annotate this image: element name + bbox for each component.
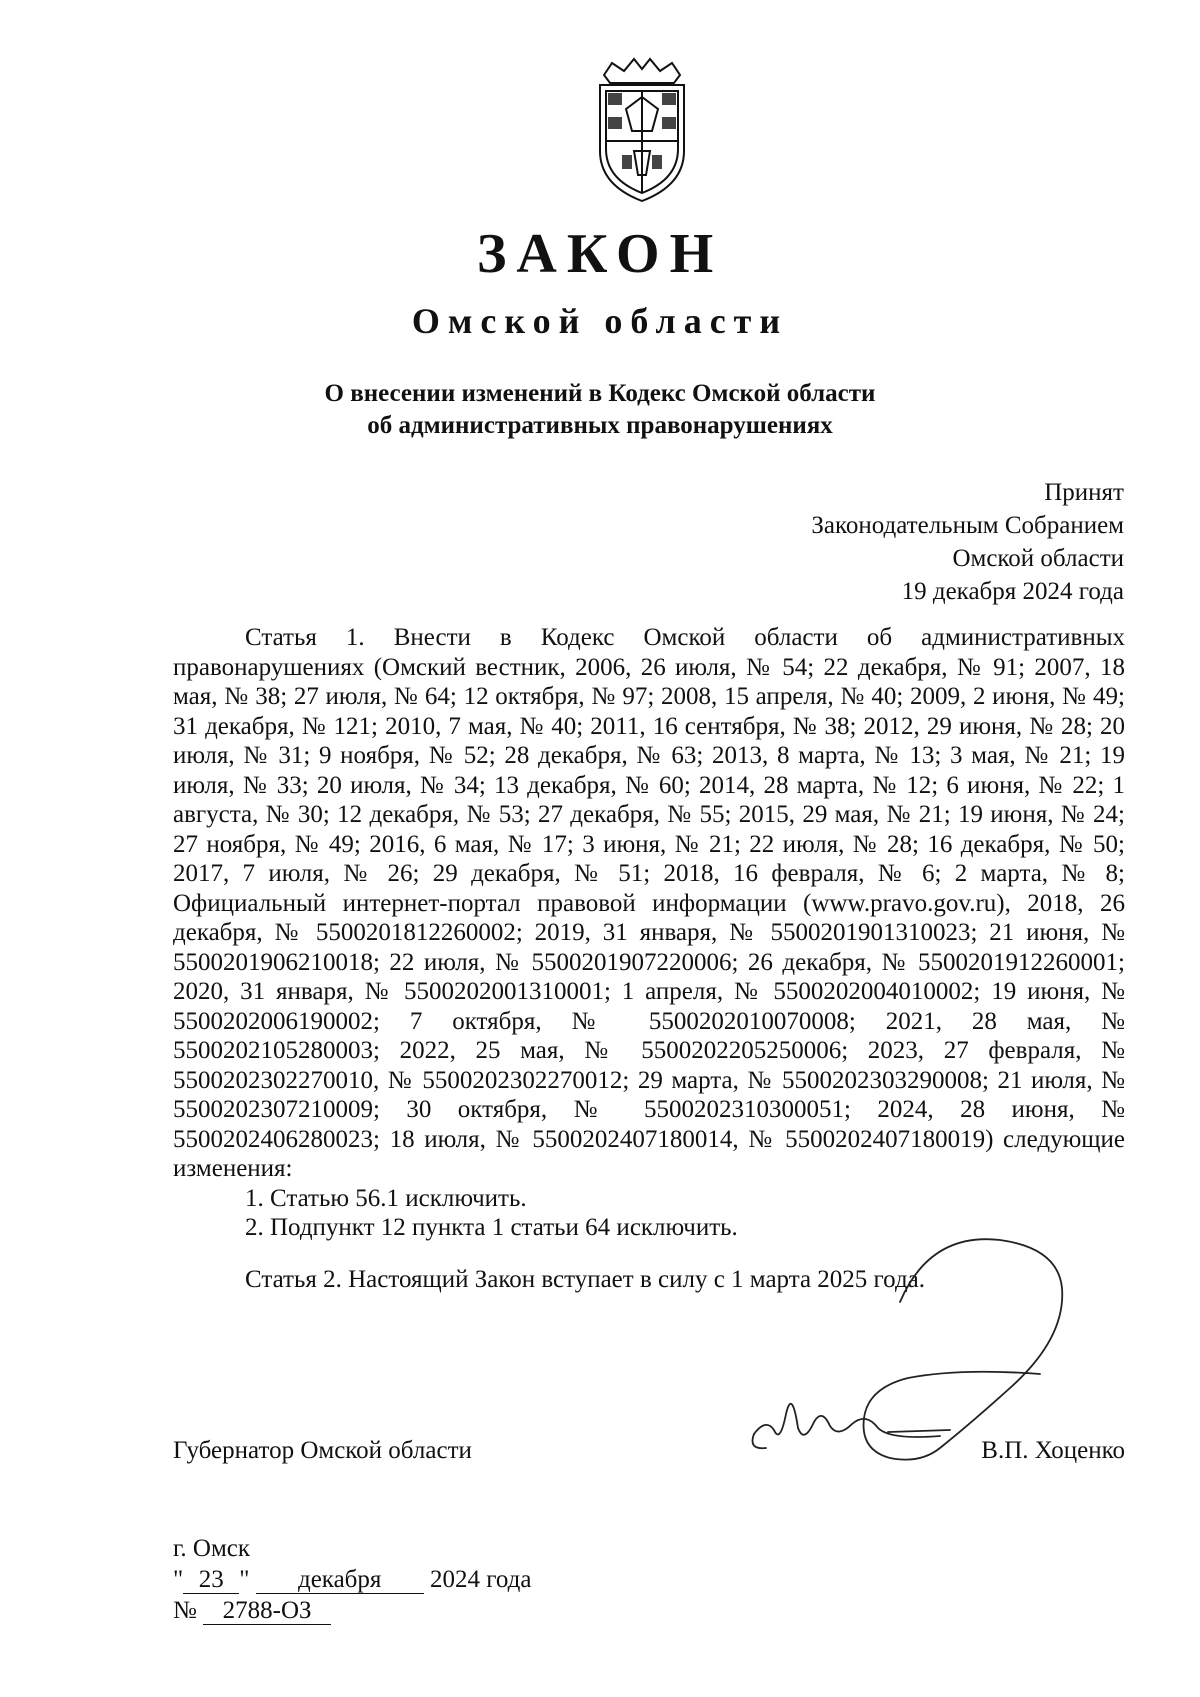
quote-open: " (173, 1566, 184, 1593)
article-2: Статья 2. Настоящий Закон вступает в силу с 1 марта 2025 года. (245, 1265, 926, 1293)
governor-name: В.П. Хоценко (981, 1437, 1125, 1464)
city: г. Омск (173, 1535, 251, 1562)
adoption-block (524, 476, 1124, 608)
subject-line-1: О внесении изменений в Кодекс Омской области (324, 380, 876, 407)
quote-close: " (239, 1566, 250, 1593)
signing-day: 23 (183, 1567, 239, 1594)
governor-title: Губернатор Омской области (173, 1437, 472, 1464)
subject-line-2: об административных правонарушениях (367, 412, 833, 439)
coat-of-arms-emblem (582, 55, 702, 205)
signing-date (173, 1564, 531, 1595)
signing-year: 2024 года (429, 1566, 532, 1593)
document-title: ЗАКОН (476, 223, 724, 285)
adoption-line-2: Законодательным Собранием (811, 512, 1124, 539)
signing-month: декабря (256, 1567, 424, 1594)
handwritten-signature (740, 1218, 1160, 1468)
document-footer (173, 1533, 531, 1626)
number-sign: № (173, 1597, 197, 1624)
adoption-line-3: Омской области (952, 545, 1124, 572)
document-subtitle: Омской области (411, 301, 789, 341)
adoption-date: 19 декабря 2024 года (901, 578, 1124, 605)
article-1-item-1: 1. Статью 56.1 исключить. (245, 1184, 527, 1212)
law-number (173, 1595, 531, 1626)
law-subject (0, 378, 1200, 442)
law-number-value: 2788-ОЗ (203, 1598, 331, 1625)
article-1-item-2: 2. Подпункт 12 пункта 1 статьи 64 исключить. (245, 1214, 738, 1241)
law-body (173, 623, 1125, 1294)
adoption-line-1: Принят (1044, 479, 1124, 506)
article-1: Статья 1. Внести в Кодекс Омской области об административных правонарушениях (Омский вестник, 2006, 26 июля, № 54; 22 декабря, № 91; 2007, 18 мая, № 38; 27 июля, № 64; 12 октября, № 97; 2008, 15 апреля, № 40; 2009, 2 июня, № 49; 31 декабря, № 121; 2010, 7 мая, № 40; 2011, 16 сентября, № 38; 2012, 29 июня, № 28; 20 июля, № 31; 9 ноября, № 52; 28 декабря, № 63; 2013, 8 марта, № 13; 3 мая, № 21; 19 июля, № 33; 20 июля, № 34; 13 декабря, № 60; 2014, 28 марта, № 12; 6 июня, № 22; 1 августа, № 30; 12 декабря, № 53; 27 декабря, № 55; 2015, 29 мая, № 21; 19 июня, № 24; 27 ноября, № 49; 2016, 6 мая, № 17; 3 июня, № 21; 22 июля, № 28; 16 декабря, № 50; 2017, 7 июля, № 26; 29 декабря, № 51; 2018, 16 февраля, № 6; 2 марта, № 8; Официальный интернет-портал правовой информации (www.pravo.gov.ru), 2018, 26 декабря, № 5500201812260002; 2019, 31 января, № 5500201901310023; 21 июня, № 5500201906210018; 22 июля, № 5500201907220006; 26 декабря, № 5500201912260001; 2020, 31 января, № 5500202001310001; 1 апреля, № 5500202004010002; 19 июня, № 5500202006190002; 7 октября, № 5500202010070008; 2021, 28 мая, № 5500202105280003; 2022, 25 мая, № 5500202205250006; 2023, 27 февраля, № 5500202302270010, № 5500202302270012; 29 марта, № 5500202303290008; 21 июля, № 5500202307210009; 30 октября, № 5500202310300051; 2024, 28 июня, № 5500202406280023; 18 июля, № 5500202407180014, № 5500202407180019) следующие изменения: (173, 624, 1125, 1182)
